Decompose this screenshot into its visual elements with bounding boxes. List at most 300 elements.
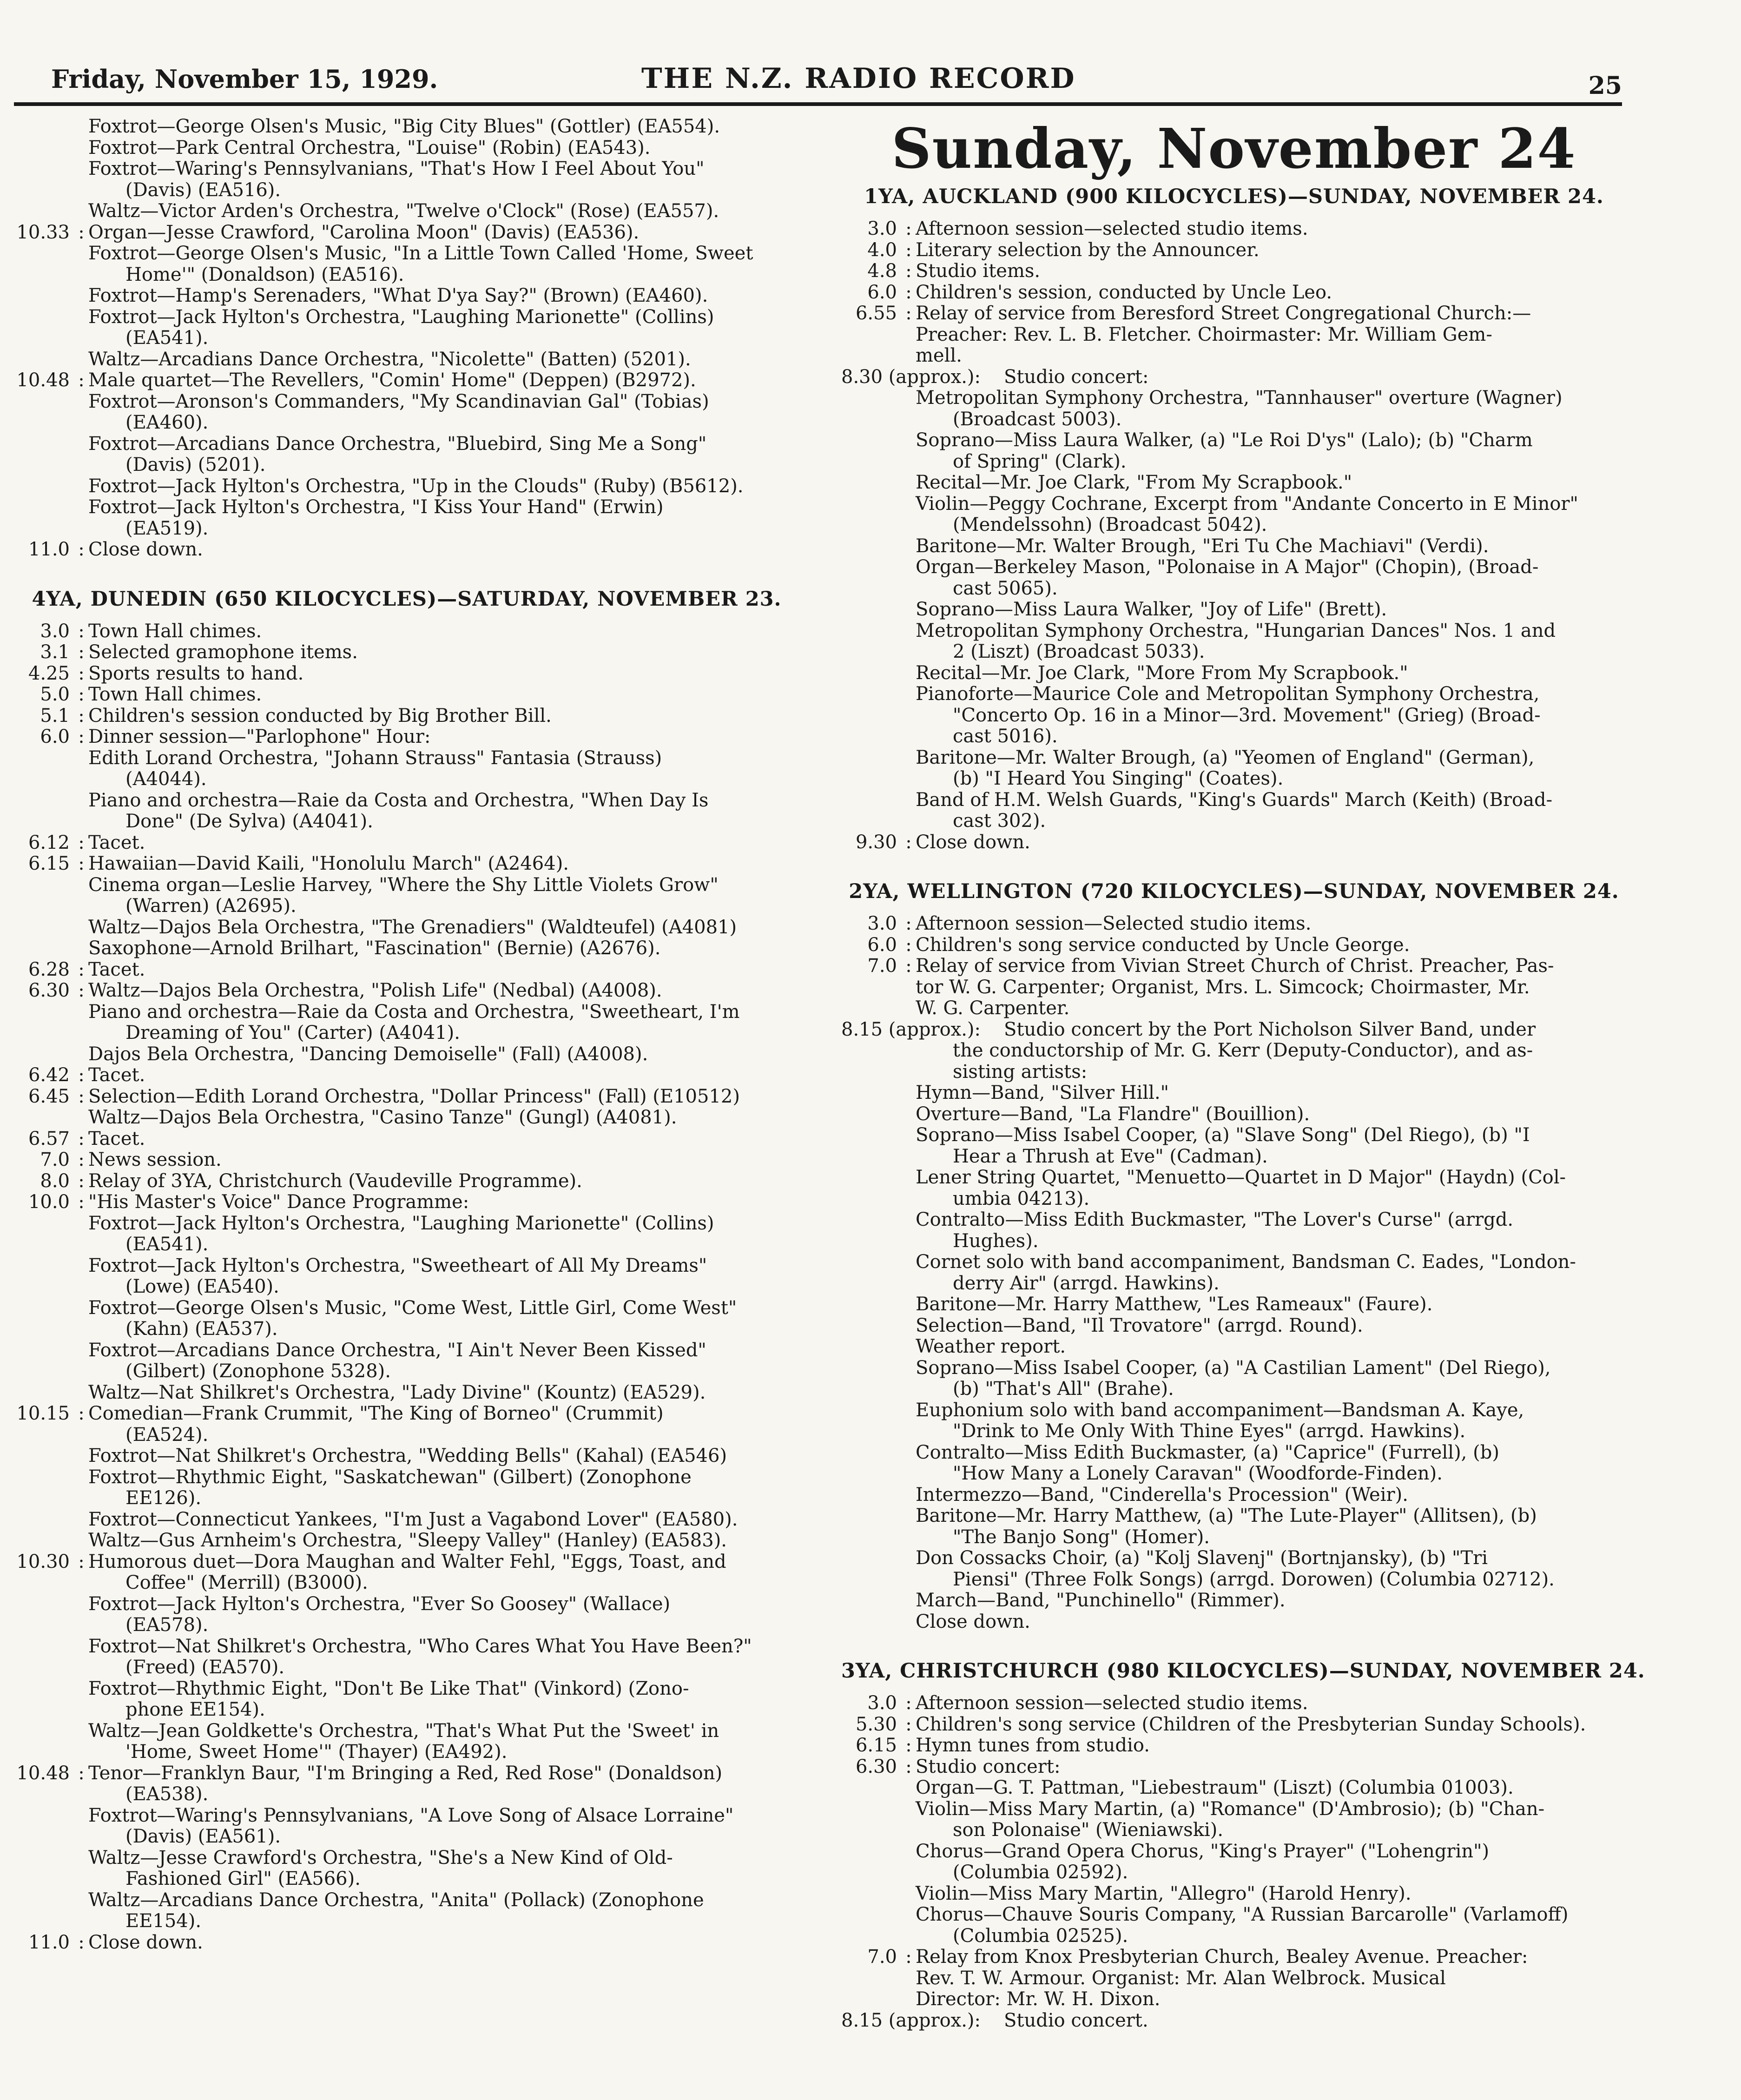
program-line [14, 1446, 799, 1467]
program-text: Pianoforte—Maurice Cole and Metropolitan Symphony Orchestra, [916, 683, 1540, 705]
program-text: Soprano—Miss Laura Walker, (a) "Le Roi D'ys" (Lalo); (b) "Charm [916, 429, 1533, 451]
time-colon: : [905, 1756, 912, 1777]
time-colon: : [78, 221, 85, 243]
program-text: cast 5016). [953, 726, 1058, 747]
program-line [841, 1209, 1627, 1231]
time-label: 3.0 [867, 1692, 897, 1714]
time-colon: : [78, 1149, 85, 1170]
program-text: (Gilbert) (Zonophone 5328). [125, 1360, 391, 1382]
program-text: Lener String Quartet, "Menuetto—Quartet in D Major" (Haydn) (Col- [916, 1167, 1566, 1188]
program-text: Afternoon session—selected studio items. [916, 1692, 1308, 1714]
program-text: Studio concert: [1004, 366, 1149, 388]
program-line [14, 1361, 799, 1382]
program-text: Soprano—Miss Isabel Cooper, (a) "Slave Song" (Del Riego), (b) "I [916, 1124, 1530, 1146]
program-text: Violin—Peggy Cochrane, Excerpt from "Andante Concerto in E Minor" [916, 493, 1578, 515]
program-text: umbia 04213). [953, 1188, 1090, 1209]
program-line [841, 282, 1627, 304]
program-line [14, 1594, 799, 1615]
time-colon: : [905, 303, 912, 324]
program-text: Waltz—Dajos Bela Orchestra, "Polish Life" (Nedbal) (A4008). [88, 980, 662, 1001]
program-line [841, 515, 1627, 536]
program-text: (EA524). [125, 1424, 209, 1446]
program-text: Relay of 3YA, Christchurch (Vaudeville Programme). [88, 1170, 582, 1192]
station-heading: 4YA, DUNEDIN (650 KILOCYCLES)—SATURDAY, NOVEMBER 23. [32, 587, 782, 611]
station-heading: 2YA, WELLINGTON (720 KILOCYCLES)—SUNDAY, NOVEMBER 24. [849, 880, 1619, 903]
program-text: Foxtrot—Waring's Pennsylvanians, "A Love Song of Alsace Lorraine" [88, 1804, 734, 1826]
program-text: Waltz—Gus Arnheim's Orchestra, "Sleepy Valley" (Hanley) (EA583). [88, 1530, 727, 1551]
program-text: Studio items. [916, 260, 1041, 282]
program-line [14, 1932, 799, 1954]
program-line [14, 1890, 799, 1911]
program-line [14, 1319, 799, 1340]
program-text: Waltz—Jean Goldkette's Orchestra, "That's What Put the 'Sweet' in [88, 1720, 719, 1742]
program-line [14, 434, 799, 455]
program-text: Close down. [88, 539, 203, 560]
program-line [14, 222, 799, 244]
program-line [14, 497, 799, 518]
program-line [841, 1336, 1627, 1358]
program-text: Weather report. [916, 1336, 1066, 1357]
program-line [841, 1358, 1627, 1379]
program-line [14, 1488, 799, 1509]
program-text: derry Air" (arrgd. Hawkins). [953, 1272, 1220, 1294]
program-text: 'Home, Sweet Home'" (Thayer) (EA492). [125, 1741, 508, 1763]
program-text: Waltz—Jesse Crawford's Orchestra, "She's a New Kind of Old- [88, 1847, 673, 1869]
time-label: 6.55 [855, 303, 897, 324]
time-colon: : [905, 913, 912, 934]
program-text: Recital—Mr. Joe Clark, "From My Scrapbook." [916, 472, 1352, 493]
program-line [841, 1989, 1627, 2010]
program-text: (EA519). [125, 517, 209, 539]
time-label: 5.30 [855, 1713, 897, 1735]
time-label: 3.0 [867, 913, 897, 934]
program-text: Chorus—Grand Opera Chorus, "King's Prayer" ("Lohengrin") [916, 1840, 1490, 1862]
program-line [841, 345, 1627, 367]
program-text: sisting artists: [953, 1061, 1088, 1083]
time-label: 10.48 [16, 370, 70, 391]
time-label: 6.12 [28, 832, 70, 853]
time-label: 6.42 [28, 1064, 70, 1086]
program-text: son Polonaise" (Wieniawski). [953, 1819, 1224, 1841]
time-colon: : [78, 620, 85, 642]
program-text: Violin—Miss Mary Martin, (a) "Romance" (D'Ambrosio); (b) "Chan- [916, 1798, 1545, 1820]
program-text: Tacet. [88, 832, 145, 853]
program-text: EE126). [125, 1487, 202, 1509]
program-line [14, 980, 799, 1002]
program-line [14, 412, 799, 434]
program-line [14, 1149, 799, 1171]
program-line [14, 769, 799, 790]
program-line [14, 1276, 799, 1298]
program-line [841, 599, 1627, 621]
time-colon: : [78, 1128, 85, 1149]
time-colon: : [905, 934, 912, 956]
program-text: Close down. [88, 1931, 203, 1953]
time-label: 6.45 [28, 1085, 70, 1107]
program-text: Recital—Mr. Joe Clark, "More From My Scrapbook." [916, 662, 1408, 684]
program-line [14, 1023, 799, 1044]
program-text: Selection—Edith Lorand Orchestra, "Dollar Princess" (Fall) (E10512) [88, 1085, 740, 1107]
program-text: Baritone—Mr. Harry Matthew, "Les Rameaux" (Faure). [916, 1294, 1433, 1315]
program-text: Sports results to hand. [88, 662, 304, 684]
program-line [14, 1192, 799, 1213]
time-colon: : [78, 1191, 85, 1213]
program-text: Relay from Knox Presbyterian Church, Bealey Avenue. Preacher: [916, 1946, 1528, 1968]
program-line [841, 726, 1627, 747]
program-text: Foxtrot—Park Central Orchestra, "Louise" (Robin) (EA543). [88, 137, 651, 158]
program-text: Hughes). [953, 1230, 1039, 1252]
program-text: Organ—Berkeley Mason, "Polonaise in A Major" (Chopin), (Broad- [916, 556, 1539, 578]
program-text: Studio concert by the Port Nicholson Silver Band, under [1004, 1018, 1536, 1040]
program-line [841, 684, 1627, 705]
program-line [14, 180, 799, 201]
program-text: Rev. T. W. Armour. Organist: Mr. Alan Welbrock. Musical [916, 1967, 1446, 1989]
time-colon: : [905, 1713, 912, 1735]
program-line [14, 917, 799, 938]
program-text: Male quartet—The Revellers, "Comin' Home" (Deppen) (B2972). [88, 370, 696, 391]
program-line [841, 430, 1627, 451]
program-line [841, 1019, 1627, 1041]
time-label: 6.0 [40, 726, 70, 747]
program-text: Foxtrot—Jack Hylton's Orchestra, "Sweetheart of All My Dreams" [88, 1255, 707, 1276]
program-text: Hear a Thrush at Eve" (Cadman). [953, 1145, 1268, 1167]
program-text: Baritone—Mr. Harry Matthew, (a) "The Lute-Player" (Allitsen), (b) [916, 1505, 1537, 1526]
program-text: Edith Lorand Orchestra, "Johann Strauss" Fantasia (Strauss) [88, 747, 662, 769]
time-colon: : [78, 726, 85, 747]
program-text: Waltz—Victor Arden's Orchestra, "Twelve o'Clock" (Rose) (EA557). [88, 200, 719, 222]
program-text: Selection—Band, "Il Trovatore" (arrgd. Round). [916, 1314, 1363, 1336]
program-line [14, 285, 799, 307]
program-text: Literary selection by the Announcer. [916, 239, 1260, 261]
program-text: (Mendelssohn) (Broadcast 5042). [953, 514, 1267, 535]
program-line [841, 1799, 1627, 1820]
program-text: Waltz—Nat Shilkret's Orchestra, "Lady Divine" (Kountz) (EA529). [88, 1381, 706, 1403]
program-line [14, 1699, 799, 1721]
program-line [14, 1403, 799, 1425]
program-line [841, 768, 1627, 790]
time-label: 5.0 [40, 684, 70, 705]
program-text: Contralto—Miss Edith Buckmaster, (a) "Caprice" (Furrell), (b) [916, 1441, 1499, 1463]
program-text: Foxtrot—Hamp's Serenaders, "What D'ya Say?" (Brown) (EA460). [88, 285, 708, 306]
publication-title: THE N.Z. RADIO RECORD [641, 62, 1076, 95]
time-label: 8.30 (approx.): [841, 366, 981, 388]
program-text: Foxtrot—Aronson's Commanders, "My Scandinavian Gal" (Tobias) [88, 390, 709, 412]
program-text: Foxtrot—George Olsen's Music, "Come West, Little Girl, Come West" [88, 1297, 737, 1319]
program-line [14, 1382, 799, 1404]
time-colon: : [78, 641, 85, 663]
program-line [841, 409, 1627, 430]
program-line [14, 349, 799, 370]
program-text: (Freed) (EA570). [125, 1657, 285, 1678]
program-line [14, 158, 799, 180]
program-text: Intermezzo—Band, "Cinderella's Procession" (Weir). [916, 1484, 1408, 1506]
program-text: (b) "I Heard You Singing" (Coates). [953, 768, 1284, 789]
program-line [14, 455, 799, 476]
time-label: 7.0 [867, 955, 897, 977]
program-text: March—Band, "Punchinello" (Rimmer). [916, 1590, 1286, 1611]
program-text: Foxtrot—Jack Hylton's Orchestra, "Laughing Marionette" (Collins) [88, 1212, 714, 1234]
program-text: Foxtrot—Jack Hylton's Orchestra, "I Kiss Your Hand" (Erwin) [88, 496, 664, 518]
program-line [841, 472, 1627, 494]
program-line [841, 956, 1627, 977]
program-text: Dreaming of You" (Carter) (A4041). [125, 1022, 460, 1043]
program-line [14, 1784, 799, 1805]
time-colon: : [78, 853, 85, 874]
program-text: Foxtrot—Rhythmic Eight, "Saskatchewan" (Gilbert) (Zonophone [88, 1466, 692, 1488]
program-text: Relay of service from Beresford Street Congregational Church:— [916, 303, 1531, 324]
program-text: tor W. G. Carpenter; Organist, Mrs. L. Simcock; Choirmaster, Mr. [916, 976, 1530, 998]
time-colon: : [905, 1692, 912, 1714]
time-label: 11.0 [28, 1931, 70, 1953]
program-text: Metropolitan Symphony Orchestra, "Hungarian Dances" Nos. 1 and [916, 620, 1556, 641]
program-line [14, 1255, 799, 1277]
program-text: (Lowe) (EA540). [125, 1276, 279, 1297]
program-line [841, 1167, 1627, 1189]
program-text: cast 5065). [953, 577, 1058, 599]
left-column [14, 116, 799, 1953]
program-text: Selected gramophone items. [88, 641, 358, 663]
program-line [14, 391, 799, 413]
time-label: 6.57 [28, 1128, 70, 1149]
program-line [14, 1721, 799, 1742]
program-text: Foxtrot—Arcadians Dance Orchestra, "Bluebird, Sing Me a Song" [88, 433, 707, 455]
time-colon: : [78, 705, 85, 726]
time-label: 4.25 [28, 662, 70, 684]
program-line [841, 1231, 1627, 1252]
program-text: 2 (Liszt) (Broadcast 5033). [953, 641, 1205, 662]
program-text: Director: Mr. W. H. Dixon. [916, 1988, 1161, 2010]
program-line [841, 977, 1627, 998]
program-text: (Davis) (EA561). [125, 1826, 281, 1847]
program-text: EE154). [125, 1910, 202, 1932]
program-line [14, 518, 799, 540]
program-text: Waltz—Arcadians Dance Orchestra, "Anita" (Pollack) (Zonophone [88, 1889, 704, 1911]
program-line [14, 875, 799, 896]
program-line [14, 1615, 799, 1636]
program-line [14, 307, 799, 328]
program-line [841, 998, 1627, 1019]
program-line [841, 913, 1627, 935]
program-line [14, 1107, 799, 1129]
program-line [841, 1590, 1627, 1611]
program-text: Dinner session—"Parlophone" Hour: [88, 726, 431, 747]
program-text: Foxtrot—Jack Hylton's Orchestra, "Ever So Goosey" (Wallace) [88, 1593, 671, 1615]
program-line [14, 1572, 799, 1594]
program-line [841, 367, 1627, 388]
program-line [14, 1065, 799, 1086]
time-colon: : [78, 832, 85, 853]
program-text: Soprano—Miss Isabel Cooper, (a) "A Castilian Lament" (Del Riego), [916, 1357, 1551, 1379]
time-label: 8.0 [40, 1170, 70, 1192]
program-text: Hymn—Band, "Silver Hill." [916, 1082, 1169, 1103]
program-line [841, 1527, 1627, 1548]
program-text: "Drink to Me Only With Thine Eyes" (arrgd. Hawkins). [953, 1420, 1466, 1442]
time-label: 6.0 [867, 281, 897, 303]
time-label: 10.15 [16, 1403, 70, 1424]
time-label: 8.15 (approx.): [841, 2009, 981, 2031]
program-text: Fashioned Girl" (EA566). [125, 1868, 361, 1889]
program-text: (A4044). [125, 768, 207, 790]
station-heading: 1YA, AUCKLAND (900 KILOCYCLES)—SUNDAY, NOVEMBER 24. [864, 185, 1604, 208]
program-line [841, 1506, 1627, 1527]
program-text: Waltz—Dajos Bela Orchestra, "The Grenadiers" (Waldteufel) (A4081) [88, 916, 737, 938]
program-line [841, 240, 1627, 261]
program-text: of Spring" (Clark). [953, 450, 1127, 472]
program-text: Band of H.M. Welsh Guards, "King's Guards" March (Keith) (Broad- [916, 789, 1553, 811]
program-line [841, 1062, 1627, 1083]
program-line [841, 1379, 1627, 1400]
program-line [841, 1252, 1627, 1273]
program-line [841, 663, 1627, 684]
program-line [841, 1569, 1627, 1591]
program-line [14, 370, 799, 391]
program-line [14, 832, 799, 854]
program-line [841, 557, 1627, 578]
program-line [841, 1693, 1627, 1714]
time-label: 8.15 (approx.): [841, 1018, 981, 1040]
program-line [14, 1171, 799, 1192]
program-text: Close down. [916, 831, 1030, 853]
program-line [841, 1714, 1627, 1736]
program-text: Foxtrot—Arcadians Dance Orchestra, "I Ain't Never Been Kissed" [88, 1339, 706, 1361]
program-line [14, 959, 799, 981]
program-line [14, 790, 799, 812]
program-text: "How Many a Lonely Caravan" (Woodforde-Finden). [953, 1463, 1443, 1484]
time-label: 5.1 [40, 705, 70, 726]
time-colon: : [905, 218, 912, 239]
program-line [841, 1968, 1627, 1989]
program-line [14, 1298, 799, 1319]
time-label: 4.0 [867, 239, 897, 261]
program-line [841, 1757, 1627, 1778]
time-label: 6.15 [28, 853, 70, 874]
program-text: Studio concert: [916, 1756, 1061, 1777]
program-text: (EA460). [125, 412, 209, 433]
program-text: Coffee" (Merrill) (B3000). [125, 1572, 368, 1593]
program-line [841, 1400, 1627, 1421]
program-line [841, 1442, 1627, 1464]
program-line [14, 1002, 799, 1023]
program-line [841, 494, 1627, 515]
program-line [841, 578, 1627, 600]
program-text: (EA538). [125, 1783, 209, 1805]
program-line [841, 1611, 1627, 1633]
program-text: Town Hall chimes. [88, 620, 262, 642]
program-line [841, 536, 1627, 557]
program-text: Cinema organ—Leslie Harvey, "Where the Shy Little Violets Grow" [88, 874, 719, 896]
program-line [14, 1657, 799, 1678]
program-line [14, 1911, 799, 1932]
time-colon: : [78, 980, 85, 1001]
program-line [841, 832, 1627, 853]
program-text: Cornet solo with band accompaniment, Bandsman C. Eades, "London- [916, 1251, 1576, 1273]
program-text: Children's session conducted by Big Brother Bill. [88, 705, 552, 726]
program-line [841, 1548, 1627, 1569]
program-line [841, 1862, 1627, 1883]
time-label: 6.28 [28, 958, 70, 980]
program-line [14, 264, 799, 286]
program-line [14, 1530, 799, 1552]
program-text: Chorus—Chauve Souris Company, "A Russian Barcarolle" (Varlamoff) [916, 1904, 1569, 1925]
program-text: Children's song service conducted by Uncle George. [916, 934, 1410, 956]
time-colon: : [78, 1762, 85, 1784]
program-line [841, 641, 1627, 663]
program-text: Humorous duet—Dora Maughan and Walter Fehl, "Eggs, Toast, and [88, 1551, 726, 1572]
time-colon: : [78, 1170, 85, 1192]
program-text: Organ—G. T. Pattman, "Liebestraum" (Liszt) (Columbia 01003). [916, 1777, 1514, 1798]
program-line [841, 1463, 1627, 1485]
time-label: 3.1 [40, 641, 70, 663]
time-colon: : [78, 662, 85, 684]
program-line [14, 1340, 799, 1361]
time-colon: : [905, 955, 912, 977]
program-text: (EA541). [125, 327, 209, 349]
program-text: "His Master's Voice" Dance Programme: [88, 1191, 469, 1213]
program-line [841, 451, 1627, 473]
program-text: Home'" (Donaldson) (EA516). [125, 264, 404, 285]
program-line [14, 748, 799, 769]
program-text: phone EE154). [125, 1699, 265, 1720]
program-line [14, 201, 799, 222]
program-text: Foxtrot—George Olsen's Music, "In a Little Town Called 'Home, Sweet [88, 243, 753, 264]
program-line [841, 747, 1627, 769]
program-text: (Davis) (5201). [125, 454, 266, 475]
program-text: Piano and orchestra—Raie da Costa and Orchestra, "When Day Is [88, 789, 709, 811]
program-text: Hawaiian—David Kaili, "Honolulu March" (A2464). [88, 853, 569, 874]
program-line [14, 706, 799, 727]
program-text: (Warren) (A2695). [125, 895, 297, 917]
program-line [14, 1805, 799, 1827]
program-line [14, 1763, 799, 1784]
program-text: Foxtrot—George Olsen's Music, "Big City Blues" (Gottler) (EA554). [88, 116, 720, 137]
program-line [14, 642, 799, 663]
right-column [841, 116, 1645, 2031]
program-line [14, 328, 799, 349]
time-colon: : [78, 539, 85, 560]
time-label: 4.8 [867, 260, 897, 282]
program-line [841, 935, 1627, 956]
time-label: 10.48 [16, 1762, 70, 1784]
program-text: (Columbia 02525). [953, 1925, 1128, 1947]
program-line [14, 938, 799, 959]
program-text: Euphonium solo with band accompaniment—Bandsman A. Kaye, [916, 1399, 1524, 1421]
program-line [14, 663, 799, 685]
program-text: "The Banjo Song" (Homer). [953, 1526, 1210, 1548]
program-text: Children's session, conducted by Uncle Leo. [916, 281, 1332, 303]
program-line [14, 726, 799, 748]
program-line [14, 539, 799, 561]
program-text: Children's song service (Children of the Presbyterian Sunday Schools). [916, 1713, 1586, 1735]
program-text: (Broadcast 5003). [953, 408, 1122, 430]
program-text: Foxtrot—Connecticut Yankees, "I'm Just a Vagabond Lover" (EA580). [88, 1508, 738, 1530]
program-line [841, 388, 1627, 409]
program-text: Afternoon session—Selected studio items. [916, 913, 1312, 934]
program-line [14, 1213, 799, 1235]
program-text: Tacet. [88, 1128, 145, 1149]
program-line [841, 2010, 1627, 2032]
program-text: Piano and orchestra—Raie da Costa and Orchestra, "Sweetheart, I'm [88, 1001, 740, 1023]
time-colon: : [905, 239, 912, 261]
program-text: Baritone—Mr. Walter Brough, (a) "Yeomen of England" (German), [916, 746, 1535, 768]
program-line [841, 1485, 1627, 1506]
program-line [841, 261, 1627, 282]
program-text: Afternoon session—selected studio items. [916, 218, 1308, 239]
program-text: Foxtrot—Nat Shilkret's Orchestra, "Wedding Bells" (Kahal) (EA546) [88, 1445, 727, 1466]
program-line [14, 1678, 799, 1700]
program-line [14, 853, 799, 875]
program-text: (EA541). [125, 1234, 209, 1255]
time-label: 10.30 [16, 1551, 70, 1572]
